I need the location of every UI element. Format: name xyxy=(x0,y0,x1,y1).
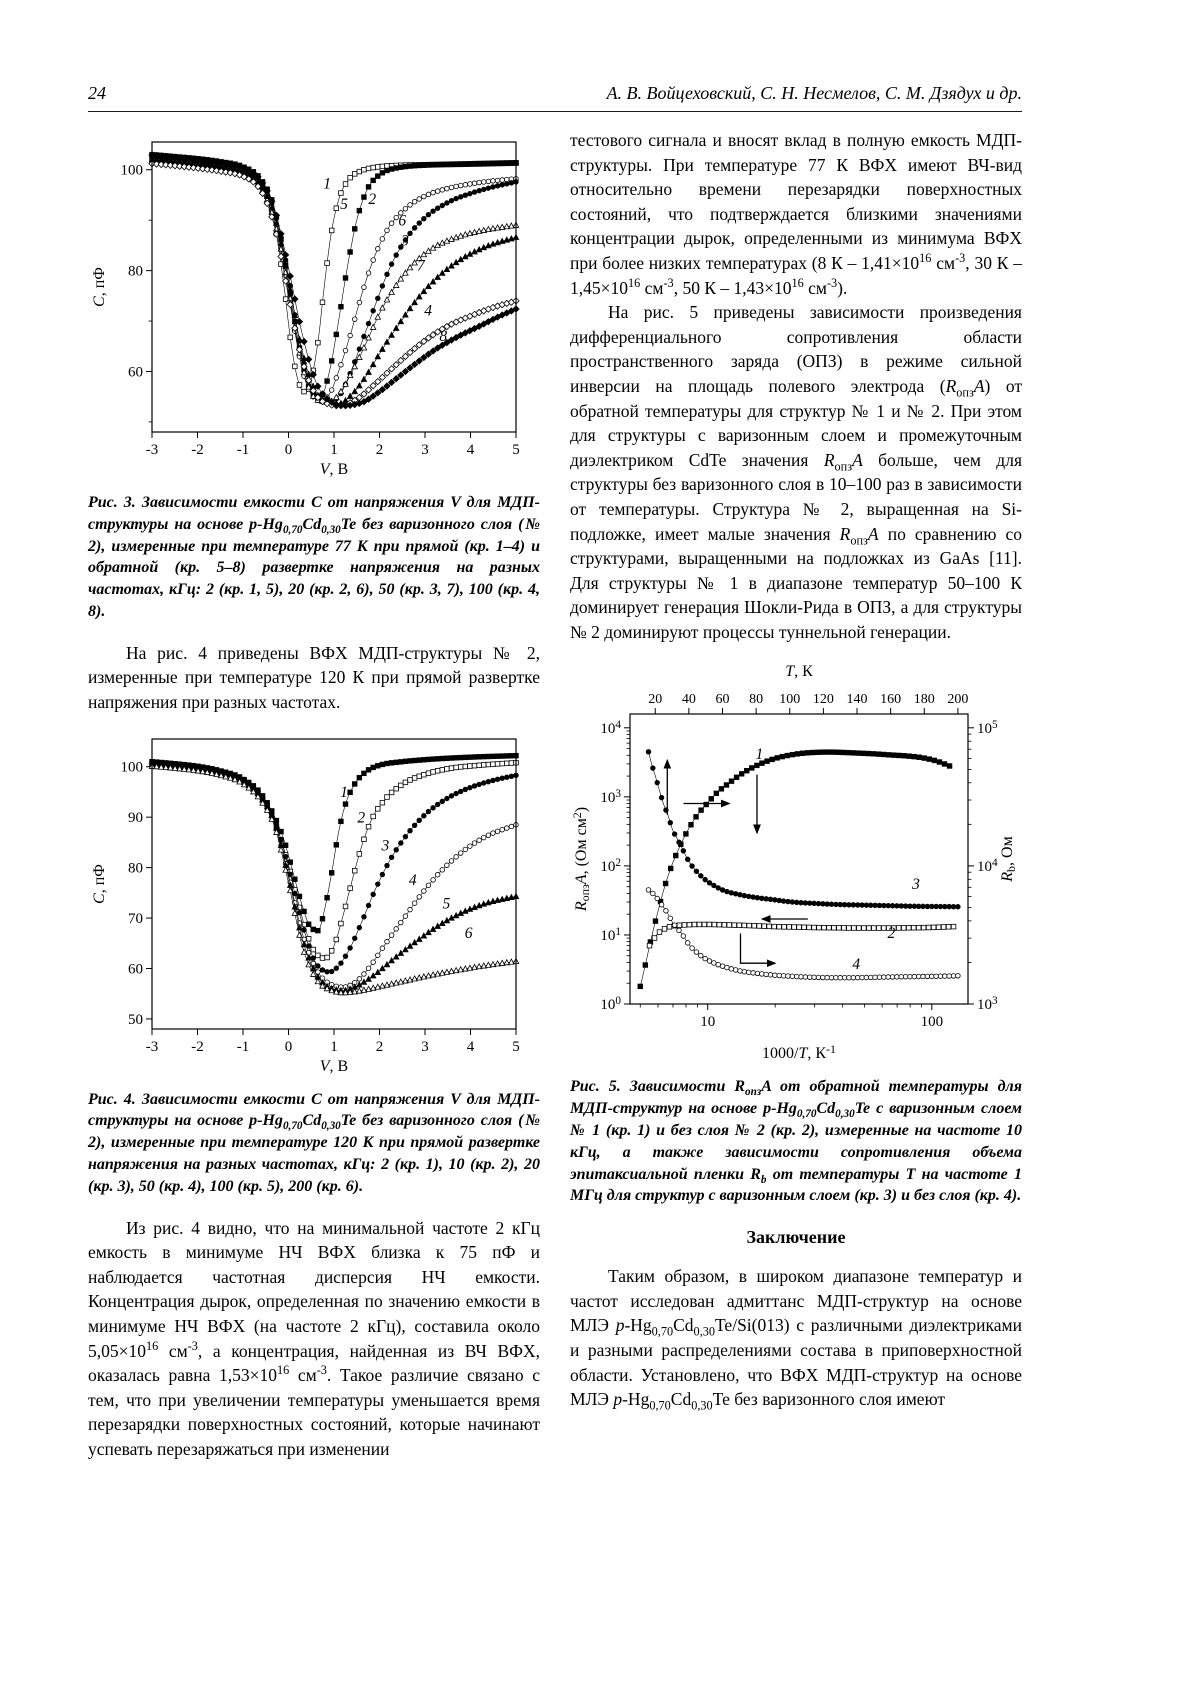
right-column xyxy=(570,128,1022,1461)
svg-text:2: 2 xyxy=(375,1038,384,1055)
svg-text:20: 20 xyxy=(648,692,663,708)
page-number: 24 xyxy=(88,83,106,103)
page-content xyxy=(88,82,1022,1461)
paragraph-continuation: тестового сигнала и вносят вклад в полную емкость МДП-структуры. При температуре 77 К ВФХ имеют ВЧ-вид относительно времени перезарядки поверхностных состояний, что подтверждается близкими значениями концентрации дырок, определенными из минимума ВФХ при более низких температурах (8 $К - 1,41\times 10^{16}$ $см^{-3}$, 30 $К - 1,45\times 10^{16}$ $см^{-3}$, 50 $К - 1,43\times 10^{16}$ $см^{-3}$). xyxy=(570,130,1023,298)
svg-text:C, пФ: C, пФ xyxy=(91,863,108,904)
svg-text:4: 4 xyxy=(408,871,417,889)
svg-text:70: 70 xyxy=(128,910,143,927)
svg-text:-3: -3 xyxy=(145,1038,159,1055)
svg-text:5: 5 xyxy=(512,1038,520,1055)
svg-text:3: 3 xyxy=(421,1038,429,1055)
fig3-cv-chart xyxy=(88,130,540,482)
fig5-resistance-chart xyxy=(570,656,1022,1066)
svg-text:120: 120 xyxy=(812,692,834,708)
svg-text:4: 4 xyxy=(466,1038,475,1055)
svg-text:C, пФ: C, пФ xyxy=(91,267,108,307)
figure-4 xyxy=(88,727,540,1198)
svg-text:160: 160 xyxy=(880,692,902,708)
svg-text:104: $10^4$ xyxy=(977,857,998,876)
svg-text:T, К: T, К xyxy=(785,663,813,681)
svg-text:V, В: V, В xyxy=(319,461,349,478)
svg-text:2: 2 xyxy=(357,809,366,827)
svg-text:5: 5 xyxy=(442,895,451,913)
svg-text:1: 1 xyxy=(323,175,332,193)
svg-text:10: 10 xyxy=(700,1014,716,1031)
figure-5 xyxy=(570,656,1022,1207)
svg-text:100: 100 xyxy=(920,1014,944,1031)
svg-text:4: 4 xyxy=(424,302,433,320)
svg-text:1: 1 xyxy=(755,746,764,764)
fig4-caption: Рис. 4. Зависимости емкости C от напряжения V для МДП-структуры на основе $p-Hg_{0,70}Cd_{0,30}Te$ без варизонного слоя (№ 2), измеренные при температуре 120 К при прямой развертке напряжения на разных частотах, кГц: 2 (кр. 1), 10 (кр. 2), 20 (кр. 3), 50 (кр. 4), 100 (кр. 5), 200 (кр. 6). xyxy=(88,1090,540,1195)
svg-text:80: 80 xyxy=(749,692,764,708)
svg-text:5: 5 xyxy=(512,442,520,458)
left-column xyxy=(88,128,540,1461)
svg-text:3: 3 xyxy=(421,442,429,458)
svg-text:RопзA, (Ом см2): RопзA, (Ом $см^2$) xyxy=(570,807,592,912)
header-rule xyxy=(88,111,1022,112)
svg-text:V, В: V, В xyxy=(319,1057,349,1075)
conclusion-heading: Заключение xyxy=(746,1227,846,1248)
svg-text:-3: -3 xyxy=(145,442,159,458)
svg-text:Rb, Ом: Rb, Ом xyxy=(999,836,1018,883)
svg-text:6: 6 xyxy=(398,212,407,230)
svg-text:140: 140 xyxy=(846,692,868,708)
svg-text:90: 90 xyxy=(128,809,143,826)
svg-text:100: 100 xyxy=(120,162,143,179)
svg-text:200: 200 xyxy=(947,692,969,708)
svg-text:103: $10^3$ xyxy=(977,995,998,1014)
svg-text:100: 100 xyxy=(120,759,143,776)
paragraph-conclusion: Таким образом, в широком диапазоне температур и частот исследован адмиттанс МДП-структур на основе МЛЭ $p-Hg_{0,70}Cd_{0,30}Te/Si(013)$ с различными диэлектриками и разными распределениями состава в приповерхностной области. Установлено, что ВФХ МДП-структур на основе МЛЭ $p-Hg_{0,70}Cd_{0,30}Te$ без варизонного слоя имеют xyxy=(570,1266,1022,1413)
svg-text:60: 60 xyxy=(128,364,143,381)
running-head: А. В. Войцеховский, С. Н. Несмелов, С. М. Дзядух и др. xyxy=(606,83,1022,103)
svg-text:100: 100 xyxy=(779,692,801,708)
svg-text:4: 4 xyxy=(852,956,861,974)
svg-text:-2: -2 xyxy=(191,442,204,458)
figure-3 xyxy=(88,130,540,623)
svg-text:50: 50 xyxy=(128,1011,143,1028)
svg-text:180: 180 xyxy=(913,692,935,708)
svg-text:2: 2 xyxy=(368,191,377,209)
svg-text:8: 8 xyxy=(439,328,448,346)
fig3-caption: Рис. 3. Зависимости емкости C от напряжения V для МДП-структуры на основе $p-Hg_{0,70}Cd_{0,30}Te$ без варизонного слоя (№ 2), измеренные при температуре 77 К при прямой (кр. 1–4) и обратной (кр. 5–8) развертке напряжения на разных частотах, кГц: 2 (кр. 1, 5), 20 (кр. 2, 6), 50 (кр. 3, 7), 100 (кр. 4, 8). xyxy=(88,494,540,620)
paragraph-fig4-intro: На рис. 4 приведены ВФХ МДП-структуры № 2, измеренные при температуре 120 К при прямой развертке напряжения при разных частотах. xyxy=(88,642,540,712)
paragraph-fig5-discussion: На рис. 5 приведены зависимости произведения дифференциального сопротивления области пространственного заряда (ОПЗ) в режиме сильной инверсии на площадь полевого электрода $(R_{опз}A)$ от обратной температуры для структур № 1 и № 2. При этом для структуры с варизонным слоем и промежуточным диэлектриком CdTe значения $R_{опз}A$ больше, чем для структуры без варизонного слоя в 10–100 раз в зависимости от температуры. Структура № 2, выращенная на Si-подложке, имеет малые значения $R_{опз}A$ по сравнению со структурами, выращенными на подложках из GaAs [11]. Для структуры № 1 в диапазоне температур 50–100 К доминирует генерация Шокли-Рида в ОПЗ, а для структуры № 2 доминируют процессы туннельной генерации. xyxy=(570,302,1023,642)
svg-text:104: $10^4$ xyxy=(600,719,621,738)
svg-text:80: 80 xyxy=(128,263,143,280)
fig5-caption: Рис. 5. Зависимости $R_{опз}A$ от обратной температуры для МДП-структур на основе $p-Hg_{0,70}Cd_{0,30}Te$ с варизонным слоем № 1 (кр. 1) и без слоя № 2 (кр. 2), измеренные на частоте 10 кГц, а также зависимости сопротивления объема эпитаксиальной пленки $R_b$ от температуры T на частоте 1 МГц для структур с варизонным слоем (кр. 3) и без слоя (кр. 4). xyxy=(570,1078,1022,1205)
svg-text:4: 4 xyxy=(466,442,475,458)
svg-text:1: 1 xyxy=(340,783,348,801)
svg-text:1: 1 xyxy=(330,1038,338,1055)
svg-text:0: 0 xyxy=(284,1038,293,1055)
svg-text:-1: -1 xyxy=(236,1038,250,1055)
svg-text:3: 3 xyxy=(381,837,390,855)
svg-text:0: 0 xyxy=(284,442,293,458)
svg-text:2: 2 xyxy=(887,925,896,943)
svg-text:102: $10^2$ xyxy=(600,857,621,876)
svg-text:80: 80 xyxy=(128,860,143,877)
svg-text:2: 2 xyxy=(375,442,384,458)
paragraph-fig4-discussion: Из рис. 4 видно, что на минимальной частоте 2 кГц емкость в минимуме НЧ ВФХ близка к 75 пФ и наблюдается частотная дисперсия НЧ емкости. Концентрация дырок, определенная по значению емкости в минимуме НЧ ВФХ (на частоте 2 кГц), составила около $5,05\times 10^{16}$ $см^{-3}$, а концентрация, найденная из ВЧ ВФХ, оказалась равна $1,53\times 10^{16}$ $см^{-3}$. Такое различие связано с тем, что при увеличении температуры уменьшается время перезарядки поверхностных состояний, которые начинают успевать перезаряжаться при изменении xyxy=(88,1217,541,1459)
svg-text:3: 3 xyxy=(401,232,409,250)
svg-text:60: 60 xyxy=(715,692,730,708)
svg-text:103: $10^3$ xyxy=(600,788,621,807)
svg-text:60: 60 xyxy=(128,961,143,978)
svg-text:105: $10^5$ xyxy=(977,719,998,738)
svg-text:1000/T, К-1: 1000/T, $К^{-1}$ xyxy=(761,1042,837,1063)
svg-text:3: 3 xyxy=(912,876,920,894)
svg-text:6: 6 xyxy=(464,924,473,942)
svg-text:40: 40 xyxy=(681,692,696,708)
svg-text:5: 5 xyxy=(340,196,348,214)
page-header xyxy=(88,82,1022,104)
two-column-layout xyxy=(88,128,1022,1461)
fig4-cv-chart xyxy=(88,727,540,1079)
svg-text:1: 1 xyxy=(330,442,338,458)
svg-text:7: 7 xyxy=(417,257,425,275)
svg-text:-1: -1 xyxy=(236,442,250,458)
svg-text:101: $10^1$ xyxy=(600,926,621,945)
svg-text:100: $10^0$ xyxy=(600,995,621,1014)
svg-text:-2: -2 xyxy=(191,1038,204,1055)
